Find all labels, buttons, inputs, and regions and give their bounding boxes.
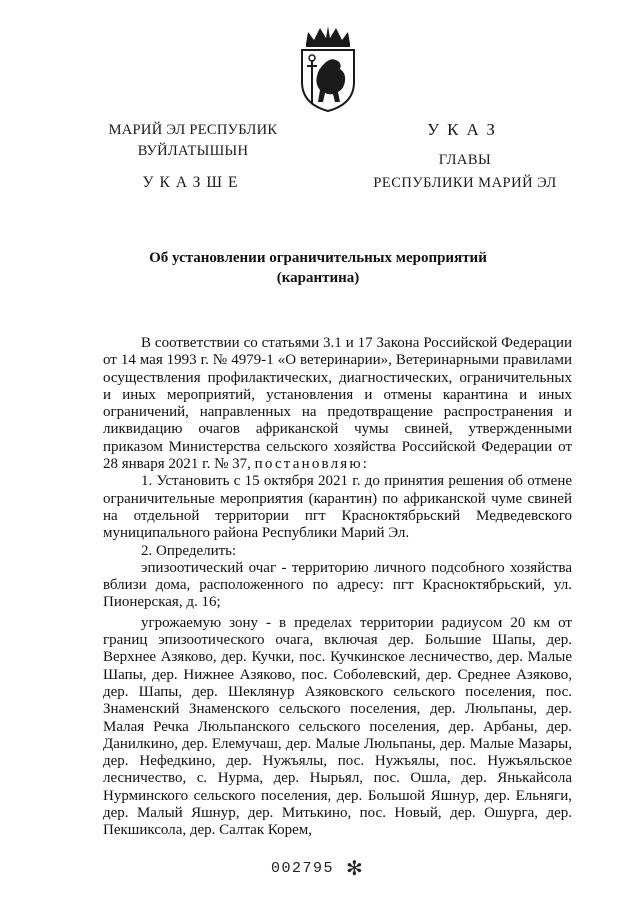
paragraph-item-1: 1. Установить с 15 октября 2021 г. до принятия решения об отмене ограничительные мероприятия (карантин) по африканской чуме свиней на отдельной территории пгт Красноктябрьский Медведевского муниципального района Республики Марий Эл. bbox=[103, 473, 572, 542]
header-left-line3: УКАЗШЕ bbox=[142, 174, 244, 191]
header-left-line1: МАРИЙ ЭЛ РЕСПУБЛИК bbox=[108, 122, 278, 138]
paragraph-threat-zone: угрожаемую зону - в пределах территории радиусом 20 км от границ эпизоотического очага, включая дер. Большие Шапы, дер. Верхнее Азяково, дер. Кучки, пос. Кучкинское лесничество, дер. Малые Шапы, дер. Нижнее Азяково, пос. Соболевский, дер. Среднее Азяково, дер. Шапы, дер. Шеклянур Азяковского сельского поселения, пос. Знаменский Знаменского сельского поселения, дер. Люльпаны, дер. Малая Речка Люльпанского сельского поселения, дер. Арбаны, дер. Данилкино, дер. Елемучаш, дер. Малые Люльпаны, дер. Малые Мазары, дер. Нефедкино, дер. Нужъялы, пос. Нужъялы, пос. Нужъяльское лесничество, с. Нурма, дер. Нырьял, пос. Ошла, дер. Янькайсола Нурминского сельского поселения, дер. Большой Яшнур, дер. Ельняги, дер. Малый Яшнур, дер. Митькино, пос. Новый, дер. Ошурга, дер. Пекшиксола, дер. Салтак Корем, bbox=[103, 614, 572, 839]
document-title-line1: Об установлении ограничительных мероприятий bbox=[149, 250, 487, 266]
paragraph-item-2: 2. Определить: bbox=[141, 542, 237, 559]
paragraph-preamble bbox=[103, 335, 572, 473]
header-right-line3: РЕСПУБЛИКИ МАРИЙ ЭЛ bbox=[373, 175, 557, 191]
document-title bbox=[120, 248, 516, 288]
header-left-line2: ВУЙЛАТЫШЫН bbox=[137, 143, 249, 159]
document-body bbox=[103, 335, 572, 840]
footer-mark: ✻ bbox=[346, 856, 363, 880]
header-right-line1: УКАЗ bbox=[427, 120, 503, 139]
resolve-word: постановляю: bbox=[254, 456, 370, 473]
document-number: 002795 bbox=[271, 860, 335, 877]
header-right-line2: ГЛАВЫ bbox=[438, 152, 492, 168]
paragraph-focus: эпизоотический очаг - территорию личного подсобного хозяйства вблизи дома, расположенного по адресу: пгт Красноктябрьский, ул. Пионерская, д. 16; bbox=[103, 559, 572, 611]
coat-of-arms-icon bbox=[296, 26, 360, 112]
document-title-line2: (карантина) bbox=[276, 270, 360, 286]
paragraph-preamble-text: В соответствии со статьями 3.1 и 17 Закона Российской Федерации от 14 мая 1993 г. № 4979-1 «О ветеринарии», Ветеринарными правилами осуществления профилактических, диагностических, ограничительных и иных мероприятий, установления и отмены карантина и иных ограничений, направленных на предотвращение распространения и ликвидацию очагов африканской чумы свиней, утвержденными приказом Министерства сельского хозяйства Российской Федерации от 28 января 2021 г. № 37, bbox=[103, 335, 572, 473]
